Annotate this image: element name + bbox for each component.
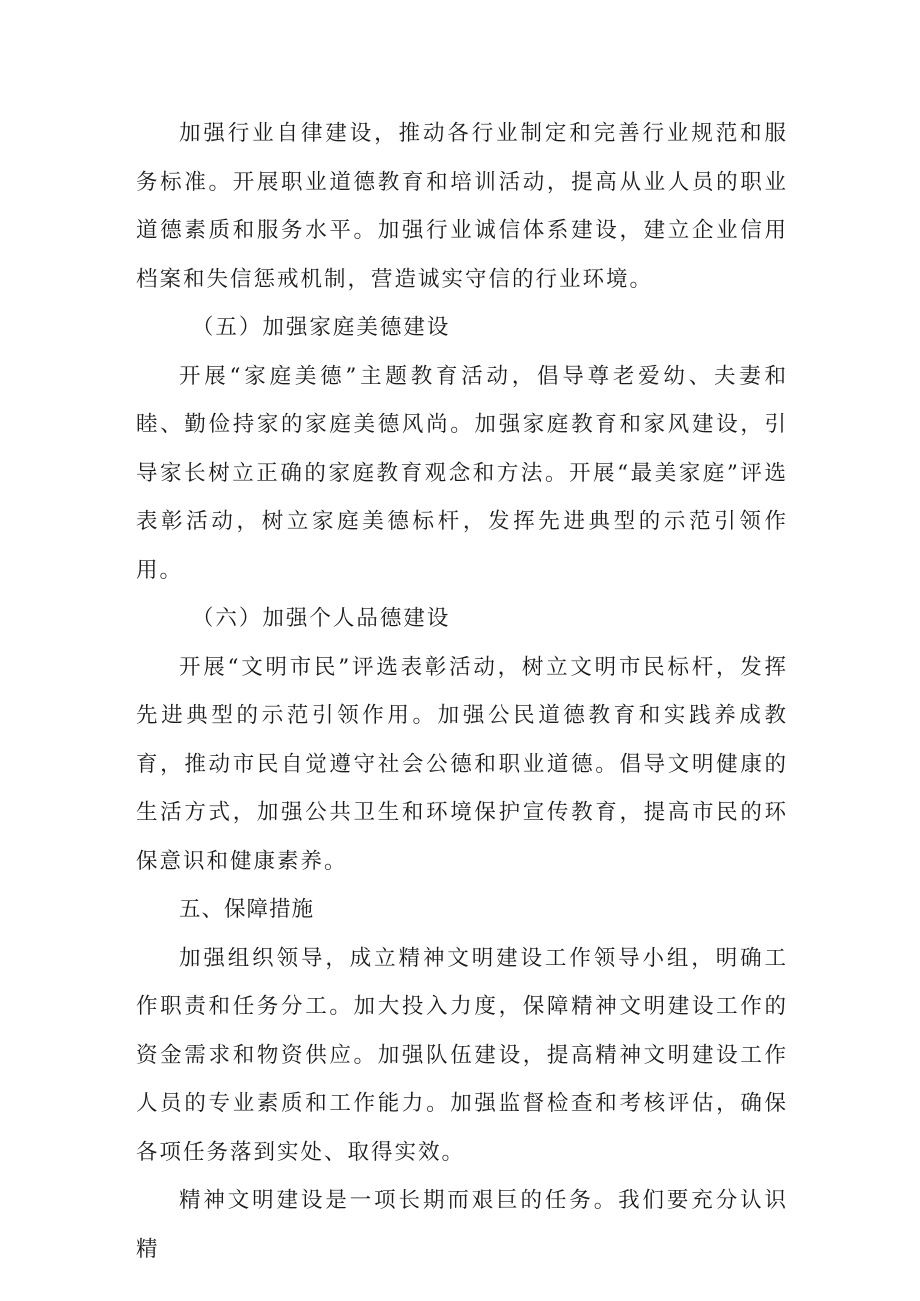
paragraph-conclusion: 精神文明建设是一项长期而艰巨的任务。我们要充分认识精 xyxy=(136,1188,788,1262)
heading-safeguard-measures: 五、保障措施 xyxy=(179,897,315,922)
subheading-personal-morality: （六）加强个人品德建设 xyxy=(191,606,451,631)
paragraph-personal-morality: 开展“文明市民”评选表彰活动，树立文明市民标杆，发挥先进典型的示范引领作用。加强公民道德教育和实践养成教育，推动市民自觉遵守社会公德和职业道德。倡导文明健康的生活方式，加强公共卫生和环境保护宣传教育，提高市民的环保意识和健康素养。 xyxy=(136,654,788,874)
paragraph-family-virtue: 开展“家庭美德”主题教育活动，倡导尊老爱幼、夫妻和睦、勤俭持家的家庭美德风尚。加强家庭教育和家风建设，引导家长树立正确的家庭教育观念和方法。开展“最美家庭”评选表彰活动，树立家庭美德标杆，发挥先进典型的示范引领作用。 xyxy=(136,363,788,583)
paragraph-industry-self-discipline: 加强行业自律建设，推动各行业制定和完善行业规范和服务标准。开展职业道德教育和培训活动，提高从业人员的职业道德素质和服务水平。加强行业诚信体系建设，建立企业信用档案和失信惩戒机制，营造诚实守信的行业环境。 xyxy=(136,121,788,292)
paragraph-safeguard-measures: 加强组织领导，成立精神文明建设工作领导小组，明确工作职责和任务分工。加大投入力度，保障精神文明建设工作的资金需求和物资供应。加强队伍建设，提高精神文明建设工作人员的专业素质和工作能力。加强监督检查和考核评估，确保各项任务落到实处、取得实效。 xyxy=(136,945,788,1165)
document-body xyxy=(136,110,788,1274)
subheading-family-virtue: （五）加强家庭美德建设 xyxy=(191,315,451,340)
